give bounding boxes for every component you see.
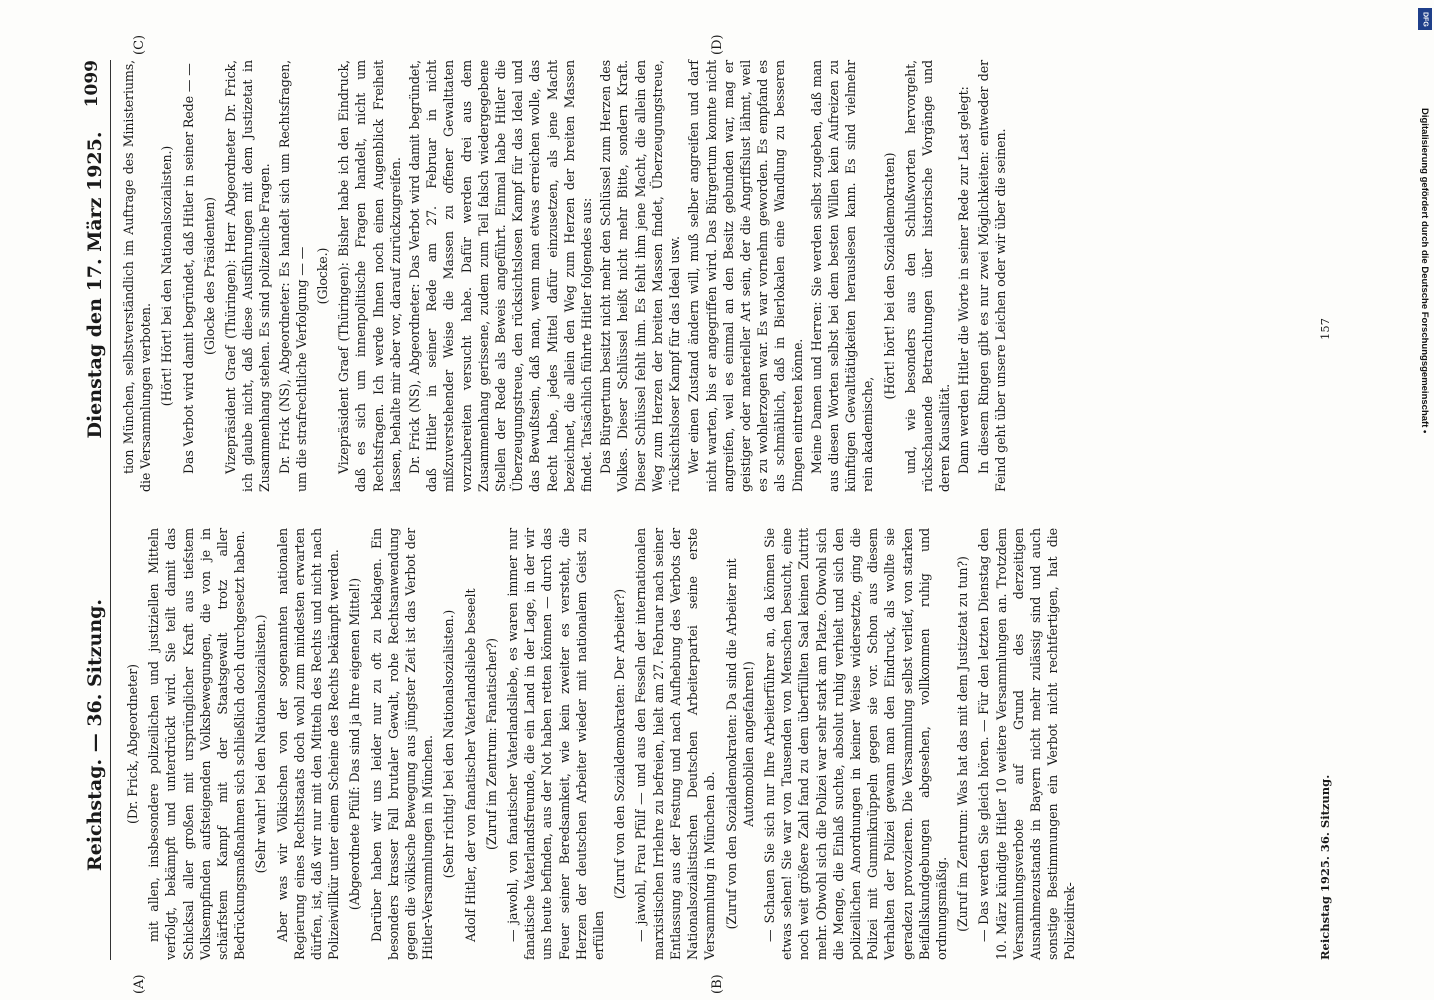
credit-text: Digitalisierung gefördert durch die Deutsche Forschungsgemeinschaft • (1419, 108, 1430, 434)
left-interjection: (Zuruf im Zentrum: Was hat das mit dem Justizetat zu tun?) (955, 556, 971, 932)
left-paragraph: — Das werden Sie gleich hören. — Für den letzten Dienstag den 10. März kündigte Hitler 10 weitere Versammlungen an. Trotzdem Versammlungsverbote auf Grund des derzeitigen Ausnahmezustands in Bayern nicht mehr zulässig sind und auch sonstige Bestimmungen ein Verbot nicht rechtfertigen, hat die Polizeidirek- (976, 528, 1078, 960)
right-paragraph: und, wie besonders aus den Schlußworten hervorgeht, rückschauende Betrachtungen über historische Vorgänge und deren Kausalität. (902, 60, 953, 492)
rotated-document-page (70, 34, 1340, 994)
right-interjection: (Glocke.) (315, 247, 331, 305)
left-interjection: (Sehr richtig! bei den Nationalsozialisten.) (441, 609, 457, 879)
left-paragraph: Adolf Hitler, der von fanatischer Vaterlandsliebe beseelt (462, 588, 478, 942)
footer-signature: Reichstag 1925. 36. Sitzung. (1318, 774, 1332, 960)
right-interjection: (Hört! Hört! bei den Nationalsozialisten.) (159, 145, 175, 407)
left-paragraph: mit allen, insbesondere polizeilichen und justiziellen Mitteln verfolgt, bekämpft und unterdrückt wird. Sie teilt damit das Schicksal aller großen mit ursprünglicher Kraft aus tiefstem Volksempfinden aufsteigenden Volksbewegungen, die von je in schärfstem Kampf mit der Staatsgewalt trotz aller Bedrückungsmaßnahmen sich schließlich doch durchgesetzt haben. (146, 528, 248, 960)
left-paragraph: Aber was wir Völkischen von der sogenannten nationalen Regierung eines Rechtsstaats doch wohl zum mindesten erwarten dürfen, ist, daß wir nur mit den Mitteln des Rechts und nicht nach Polizeiwillkür unter einem Scheine des Rechts bekämpft werden. (274, 528, 342, 960)
header-date: Dienstag den 17. März 1925. (84, 131, 106, 439)
margin-letter-b: (B) (710, 974, 725, 994)
digitization-credit (1418, 8, 1432, 993)
right-paragraph: Das Verbot wird damit begründet, daß Hitler in seiner Rede — — (180, 63, 196, 474)
right-paragraph: Dr. Frick (NS), Abgeordneter: Das Verbot wird damit begründet, daß Hitler in seiner Rede am 27. Februar in nicht mißzuverstehender Weise die Massen zu offener Gewalttaten vorzubereiten versucht habe. Dafür werden drei aus dem Zusammenhang gerissene, zudem zum Teil falsch wiedergegebene Stellen der Rede als Beweis angeführt. Einmal habe Hitler die Überzeugungstreue, den rücksichtslosen Kampf für das Ideal und das Bewußtsein, daß man, wenn man etwas erreichen wolle, das Recht habe, jedes Mittel dafür einzusetzen, als jene Macht bezeichnet, die allein den Weg zum Herzen der breiten Massen findet. Tatsächlich führte Hitler folgendes aus: (407, 60, 595, 492)
right-paragraph: In diesem Ringen gibt es nur zwei Möglichkeiten: entweder der Feind geht über unsere Leichen oder wir über die seinen. (975, 60, 1008, 492)
right-interjection: (Hört! hört! bei den Sozialdemokraten) (881, 152, 897, 400)
right-paragraph: Dr. Frick (NS), Abgeordneter: Es handelt sich um Rechtsfragen, um die strafrechtliche Verfolgung — — (276, 60, 309, 492)
right-paragraph: Vizepräsident Graef (Thüringen): Herr Abgeordneter Dr. Frick, ich glaube nicht, daß diese Ausführungen mit dem Justizetat in Zusammenhang stehen. Es sind polizeiliche Fragen. (223, 60, 273, 492)
left-interjection: (Abgeordnete Pfülf: Das sind ja Ihre eigenen Mittel!) (347, 577, 363, 911)
margin-letter-d: (D) (710, 34, 725, 55)
left-paragraph: — jawohl, von fanatischer Vaterlandsliebe, es waren immer nur fanatische Vaterlandsfreunde, die ein Land in der Lage, in der wir uns heute befinden, aus der Not haben retten können — durch das Feuer seiner Beredsamkeit, wie kein zweiter es versteht, die Herzen der deutschen Arbeiter wieder mit nationalem Geist zu erfüllen (505, 528, 607, 960)
footer-folio: 157 (1318, 318, 1332, 340)
header-rule (110, 60, 111, 960)
right-paragraph: Meine Damen und Herren: Sie werden selbst zugeben, daß man aus diesen Worten selbst bei dem besten Willen kein Aufreizen zu künftigen Gewalttätigkeiten herauslesen kann. Es sind vielmehr rein akademische, (808, 60, 876, 492)
left-column (120, 528, 1081, 960)
dfg-logo-icon: DFG (1418, 8, 1432, 30)
left-paragraph: Darüber haben wir uns leider nur zu oft zu beklagen. Ein besonders krasser Fall brutaler Gewalt, rohe Rechtsanwendung gegen die völkische Bewegung aus jüngster Zeit ist das Verbot der Hitler-Versammlungen in München. (368, 528, 436, 960)
right-paragraph: Vizepräsident Graef (Thüringen): Bisher habe ich den Eindruck, daß es sich um innenpolitische Fragen handelt, nicht um Rechtsfragen. Ich werde Ihnen noch einen Augenblick Freiheit lassen, behalte mir aber vor, darauf zurückzugreifen. (336, 60, 403, 492)
right-column (120, 60, 1011, 492)
left-paragraph: — Schauen Sie sich nur Ihre Arbeiterführer an, da können Sie etwas sehen! Sie war von Tausenden von Menschen besucht, eine noch weit größere Zahl fand zu dem überfüllten Saal keinen Zutritt mehr. Obwohl sich die Polizei war sehr stark am Platze. Obwohl sich die Menge, die Einlaß suchte, absolut ruhig verhielt und sich den polizeilichen Anordnungen in keiner Weise widersetzte, ging die Polizei mit Gummiknüppeln gegen sie vor. Schon aus diesem Verhalten der Polizei gewann man den Eindruck, als wollte sie geradezu provozieren. Die Versammlung selbst verlief, von starken Beifallskundgebungen abgesehen, vollkommen ruhig und ordnungsmäßig. (761, 528, 949, 960)
left-interjection: (Zuruf von den Sozialdemokraten: Der Arbeiter?) (612, 588, 628, 900)
right-paragraph: Das Bürgertum besitzt nicht mehr den Schlüssel zum Herzen des Volkes. Dieser Schlüssel heißt nicht mehr Bitte, sondern Kraft. Dieser Schlüssel fehlt ihm. Es fehlt ihm jene Macht, die allein den Weg zum Herzen der breiten Massen findet, Überzeugungstreue, rücksichtsloser Kampf für das Ideal usw. (598, 60, 683, 492)
header-session-title: Reichstag. — 36. Sitzung. (84, 598, 106, 872)
page-header (70, 60, 106, 960)
margin-letter-a: (A) (132, 974, 147, 994)
right-paragraph: Wer einen Zustand ändern will, muß selber angreifen und darf nicht warten, bis er angegriffen wird. Das Bürgertum konnte nicht angreifen, weil es einmal an den Besitz gebunden war, mag er geistiger oder materieller Art sein, der die Angriffslust lähmt, weil es zu wohlerzogen war. Es war vornehm geworden. Es empfand es als schmählich, daß in Bierlokalen eine Wandlung zu besseren Dingen eintreten könne. (686, 60, 805, 492)
left-interjection: (Dr. Frick, Abgeordneter) (125, 664, 140, 824)
right-paragraph: tion München, selbstverständlich im Auftrage des Ministeriums, die Versammlungen verboten. (121, 60, 154, 492)
left-paragraph: — jawohl, Frau Pfülf — und aus den Fesseln der internationalen marxistischen Irrlehre zu befreien, hielt am 27. Februar nach seiner Entlassung aus der Festung und nach Aufhebung des Verbots der Nationalsozialistischen Deutschen Arbeiterpartei seine erste Versammlung in München ab. (633, 528, 718, 960)
left-interjection: (Zuruf von den Sozialdemokraten: Da sind die Arbeiter mit Automobilen angefahren!) (723, 558, 756, 930)
left-interjection: (Zuruf im Zentrum: Fanatischer?) (483, 638, 499, 850)
left-interjection: (Sehr wahr! bei den Nationalsozialisten.) (253, 614, 269, 874)
margin-letter-c: (C) (132, 34, 147, 55)
page-footer (1318, 60, 1332, 960)
right-paragraph: Dann werden Hitler die Worte in seiner Rede zur Last gelegt: (956, 86, 972, 474)
right-interjection: (Glocke des Präsidenten) (201, 197, 217, 355)
page-number: 1099 (82, 60, 102, 108)
